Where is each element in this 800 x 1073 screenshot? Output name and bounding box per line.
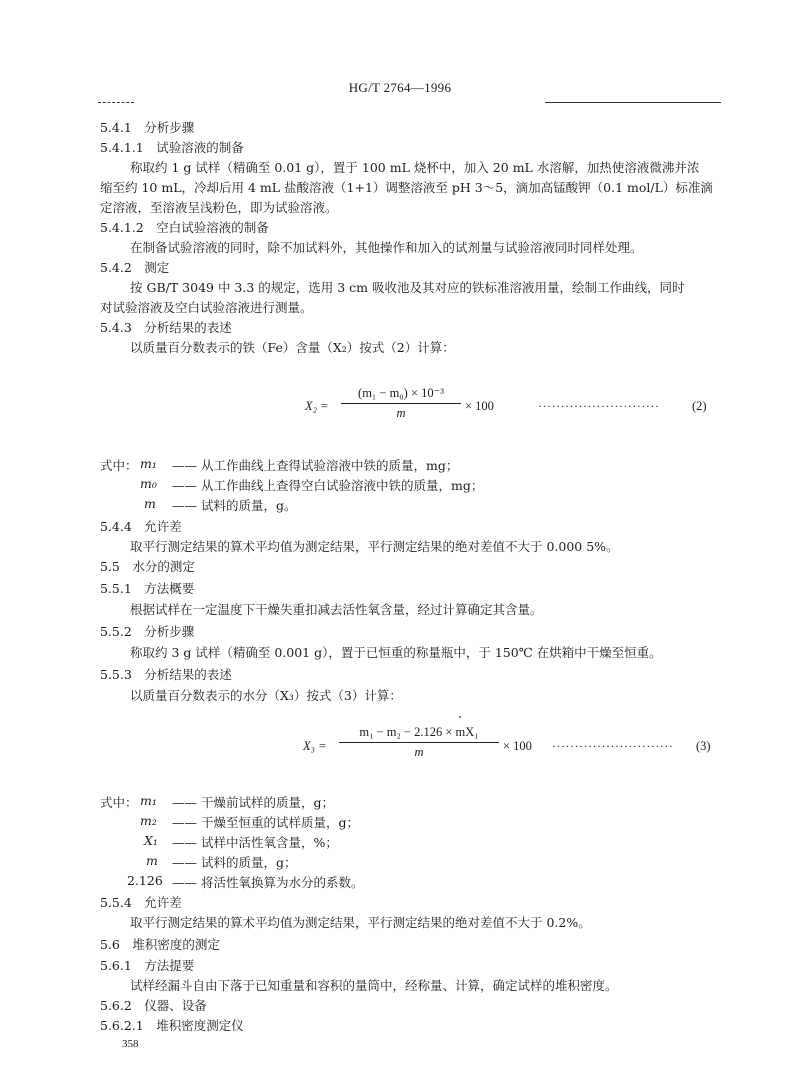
heading-5-4-2: 5.4.2 测定 <box>100 260 170 275</box>
standard-code-header: HG/T 2764—1996 <box>348 80 452 95</box>
legend-2-symbol-2: m₀ <box>140 476 157 491</box>
equation-3-leader: ··························· <box>552 739 674 753</box>
heading-5-6-2-1: 5.6.2.1 堆积密度测定仪 <box>100 1018 244 1033</box>
equation-2-lhs: X₂ = <box>305 399 329 413</box>
heading-5-4-3: 5.4.3 分析结果的表述 <box>100 320 232 335</box>
heading-5-5: 5.5 水分的测定 <box>100 559 195 574</box>
legend-3-symbol-1: m₁ <box>140 793 157 808</box>
paragraph-5-5-1: 根据试样在一定温度下干燥失重扣减去活性氧含量，经过计算确定其含量。 <box>130 602 543 617</box>
heading-5-4-1: 5.4.1 分析步骤 <box>100 120 195 135</box>
equation-3-lhs: X₃ = <box>303 739 327 753</box>
paragraph-5-4-2-line-1: 按 GB/T 3049 中 3.3 的规定，选用 3 cm 吸收池及其对应的铁标准溶液用量，绘制工作曲线，同时 <box>130 280 685 295</box>
equation-2-leader: ··························· <box>538 399 660 413</box>
equation-3-fraction <box>339 725 499 760</box>
paragraph-5-4-1-1-line-3: 定溶液，至溶液呈浅粉色，即为试验溶液。 <box>100 200 338 215</box>
legend-2-desc-3: —— 试料的质量，g。 <box>172 498 297 513</box>
equation-3-denominator: m <box>414 745 424 759</box>
legend-2-symbol-1: m₁ <box>140 456 157 471</box>
equation-2-number: (2) <box>692 399 707 413</box>
legend-3-symbol-4: m <box>146 853 158 868</box>
heading-5-6: 5.6 堆积密度的测定 <box>100 937 220 952</box>
heading-5-5-4: 5.5.4 允许差 <box>100 895 182 910</box>
equation-3-numerator: m₁ − m₂ − 2.126 × mX₁ <box>339 725 499 743</box>
legend-2-desc-2: —— 从工作曲线上查得空白试验溶液中铁的质量，mg； <box>172 478 484 493</box>
legend-3-symbol-2: m₂ <box>140 813 157 828</box>
legend-3-desc-4: —— 试料的质量，g； <box>172 855 297 870</box>
paragraph-5-4-1-1-line-2: 缩至约 10 mL，冷却后用 4 mL 盐酸溶液（1+1）调整溶液至 pH 3～5，滴加高锰酸钾（0.1 mol/L）标准滴 <box>100 180 713 195</box>
paragraph-5-4-2-line-2: 对试验溶液及空白试验溶液进行测量。 <box>100 300 313 315</box>
paragraph-5-4-1-2: 在制备试验溶液的同时，除不加试料外，其他操作和加入的试剂量与试验溶液同时同样处理。 <box>130 240 643 255</box>
header-rule-left <box>98 102 134 103</box>
legend-3-desc-1: —— 干燥前试样的质量，g； <box>172 795 334 810</box>
heading-5-6-2: 5.6.2 仪器、设备 <box>100 998 207 1013</box>
equation-3-number: (3) <box>696 739 711 753</box>
legend-2-desc-1: —— 从工作曲线上查得试验溶液中铁的质量，mg； <box>172 458 459 473</box>
legend-3-symbol-5: 2.126 <box>127 873 163 888</box>
heading-5-5-2: 5.5.2 分析步骤 <box>100 624 195 639</box>
paragraph-5-6-1: 试样经漏斗自由下落于已知重量和容积的量筒中，经称量、计算，确定试样的堆积密度。 <box>130 978 618 993</box>
legend-3-intro: 式中： <box>100 795 138 810</box>
paragraph-5-5-4: 取平行测定结果的算术平均值为测定结果，平行测定结果的绝对差值不大于 0.2%。 <box>130 915 591 930</box>
equation-2-denominator: m <box>396 406 406 420</box>
legend-2-symbol-3: m <box>144 496 156 511</box>
legend-2-intro: 式中： <box>100 458 138 473</box>
paragraph-5-4-3: 以质量百分数表示的铁（Fe）含量（X₂）按式（2）计算： <box>130 340 455 355</box>
legend-3-desc-5: —— 将活性氧换算为水分的系数。 <box>172 875 364 890</box>
heading-5-4-1-2: 5.4.1.2 空白试验溶液的制备 <box>100 220 269 235</box>
header-rule-right <box>545 102 721 103</box>
paragraph-5-5-2: 称取约 3 g 试样（精确至 0.001 g），置于已恒重的称量瓶中，于 150℃ 在烘箱中干燥至恒重。 <box>130 645 662 660</box>
heading-5-5-3: 5.5.3 分析结果的表述 <box>100 667 232 682</box>
legend-3-symbol-3: X₁ <box>144 833 158 848</box>
equation-2-times-100: × 100 <box>465 399 494 413</box>
paragraph-5-4-4: 取平行测定结果的算术平均值为测定结果，平行测定结果的绝对差值不大于 0.000 5%。 <box>130 539 619 554</box>
heading-5-4-1-1: 5.4.1.1 试验溶液的制备 <box>100 140 244 155</box>
paragraph-5-4-1-1-line-1: 称取约 1 g 试样（精确至 0.01 g），置于 100 mL 烧杯中，加入 20 mL 水溶解，加热使溶液微沸并浓 <box>130 160 700 175</box>
heading-5-6-1: 5.6.1 方法提要 <box>100 958 195 973</box>
equation-3-times-100: × 100 <box>503 739 532 753</box>
heading-5-5-1: 5.5.1 方法概要 <box>100 581 195 596</box>
page-number: 358 <box>122 1038 139 1050</box>
legend-3-desc-2: —— 干燥至恒重的试样质量，g； <box>172 815 359 830</box>
equation-2-fraction <box>341 385 461 421</box>
equation-3 <box>303 725 743 775</box>
heading-5-4-4: 5.4.4 允许差 <box>100 519 182 534</box>
equation-2-numerator: (m₁ − m₀) × 10⁻³ <box>341 385 461 404</box>
legend-3-desc-3: —— 试样中活性氧含量，%； <box>172 835 338 850</box>
equation-2 <box>305 385 725 435</box>
paragraph-5-5-3: 以质量百分数表示的水分（X₃）按式（3）计算： <box>130 688 402 703</box>
scan-speck <box>459 716 461 718</box>
